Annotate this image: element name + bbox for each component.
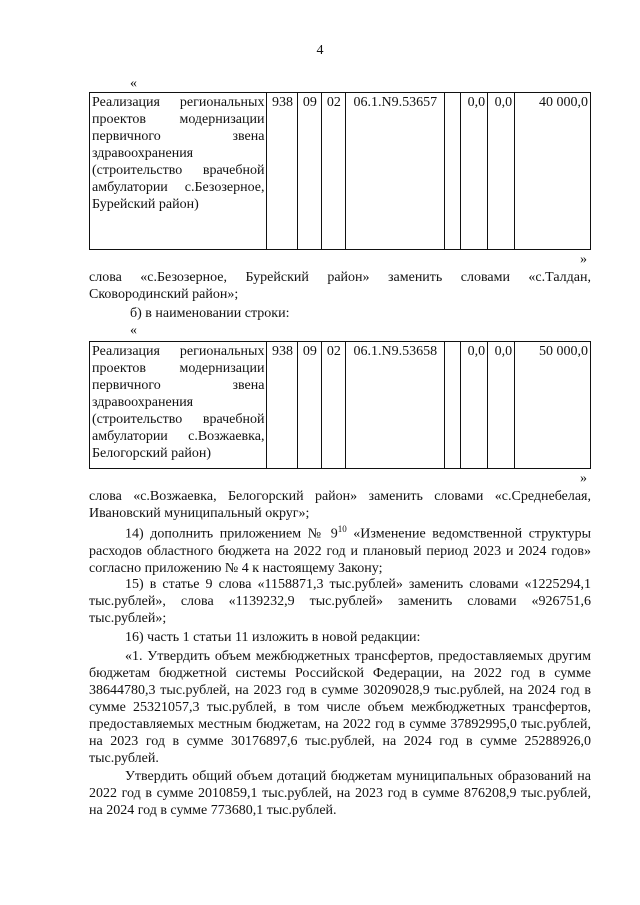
cell-amount-1: 0,0	[461, 342, 488, 469]
cell-target-article: 06.1.N9.53657	[346, 93, 445, 250]
cell-amount-3: 50 000,0	[515, 342, 591, 469]
paragraph: слова «с.Безозерное, Бурейский район» заменить словами «с.Талдан, Сковородинский район»;	[89, 270, 591, 302]
paragraph-appendix	[89, 521, 591, 577]
row-name: Реализация региональных проектов модернизации первичного звена здравоохранения (строительство врачебной амбулатории с.Безозерное, Бурейский район)	[90, 93, 267, 250]
paragraph-text: «Изменение ведомственной структуры расходов областного бюджета на 2022 год и плановый период 2023 и 2024 годов» согласно приложению № 4 к настоящему Закону;	[89, 526, 591, 576]
paragraph: б) в наименовании строки:	[130, 306, 290, 321]
page-number: 4	[316, 43, 324, 58]
paragraph: «1. Утвердить объем межбюджетных трансфертов, предоставляемых другим бюджетам бюджетной системы Российской Федерации, на 2022 год в сумме 38644780,3 тыс.рублей, на 2023 год в сумме 30209028,9 тыс.рублей, на 2024 год в сумме 25321057,3 тыс.рублей, в том числе объем межбюджетных трансфертов, предоставляемых местным бюджетам, на 2022 год в сумме 37892995,0 тыс.рублей, на 2023 год в сумме 30176897,6 тыс.рублей, на 2024 год в сумме 25288926,0 тыс.рублей.	[89, 649, 591, 766]
cell-amount-2: 0,0	[488, 342, 515, 469]
open-quote: «	[130, 323, 137, 338]
cell-ministry-code: 938	[267, 342, 298, 469]
paragraph: Утвердить общий объем дотаций бюджетам муниципальных образований на 2022 год в сумме 2010859,1 тыс.рублей, на 2023 год в сумме 876208,9 тыс.рублей, на 2024 год в сумме 773680,1 тыс.рублей.	[89, 769, 591, 818]
cell-expense-type	[445, 93, 461, 250]
open-quote: «	[130, 76, 137, 91]
superscript: 10	[337, 524, 347, 534]
paragraph-text: 14) дополнить приложением № 9	[125, 526, 338, 542]
paragraph: слова «с.Возжаевка, Белогорский район» заменить словами «с.Среднебелая, Ивановский муниципальный округ»;	[89, 489, 591, 521]
cell-target-article: 06.1.N9.53658	[346, 342, 445, 469]
paragraph: 16) часть 1 статьи 11 изложить в новой редакции:	[125, 630, 421, 645]
cell-section: 09	[298, 342, 322, 469]
paragraph: 15) в статье 9 слова «1158871,3 тыс.рублей» заменить словами «1225294,1 тыс.рублей», слова «1139232,9 тыс.рублей» заменить словами «926751,6 тыс.рублей»;	[89, 577, 591, 626]
cell-ministry-code: 938	[267, 93, 298, 250]
cell-subsection: 02	[322, 342, 346, 469]
cell-expense-type	[445, 342, 461, 469]
budget-row-table-1	[89, 92, 591, 250]
cell-amount-1: 0,0	[461, 93, 488, 250]
cell-amount-2: 0,0	[488, 93, 515, 250]
cell-section: 09	[298, 93, 322, 250]
close-quote: »	[580, 252, 587, 267]
budget-row-table-2	[89, 341, 591, 469]
cell-subsection: 02	[322, 93, 346, 250]
row-name: Реализация региональных проектов модернизации первичного звена здравоохранения (строительство врачебной амбулатории с.Возжаевка, Белогорский район)	[90, 342, 267, 469]
close-quote: »	[580, 471, 587, 486]
cell-amount-3: 40 000,0	[515, 93, 591, 250]
